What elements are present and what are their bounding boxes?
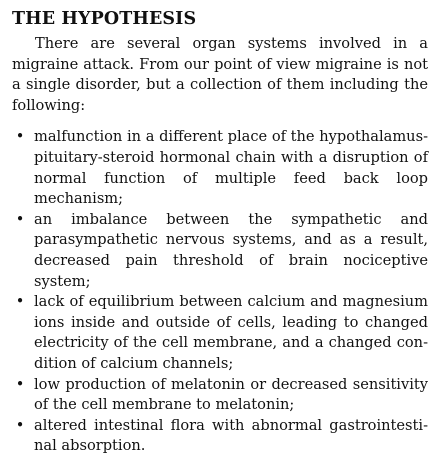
list-item-text: low production of melatonin or decreased sensitivity of the cell membrane to melatonin; (34, 375, 428, 414)
list-item (12, 210, 428, 292)
bullet-icon: • (15, 416, 25, 434)
section-heading: THE HYPOTHESIS (12, 9, 197, 29)
list-item-text: lack of equilibrium between calcium and magnesium ions inside and outside of cells, leading to changed electricity of the cell membrane, and a changed condition of calcium channels; (34, 293, 428, 372)
intro-paragraph: There are several organ systems involved in a migraine attack. From our point of view migraine is not a single disorder, but a collection of them including the following: (12, 35, 428, 114)
list-item (12, 292, 428, 374)
list-item (12, 416, 428, 457)
bullet-icon: • (15, 293, 25, 311)
list-item-text: malfunction in a different place of the hypothalamus-pituitary-steroid hormonal chain with a disruption of normal function of multiple feed back loop mechanism; (34, 128, 428, 208)
bullet-icon: • (15, 128, 25, 146)
list-item-text: an imbalance between the sympathetic and parasympathetic nervous systems, and as a result, decreased pain threshold of brain nociceptive system; (34, 210, 428, 290)
list-item (12, 127, 428, 209)
hypothesis-list (12, 127, 428, 457)
list-item (12, 375, 428, 416)
list-item-text: altered intestinal flora with abnormal gastrointestinal absorption. (34, 416, 428, 455)
bullet-icon: • (15, 210, 25, 228)
bullet-icon: • (15, 375, 25, 393)
